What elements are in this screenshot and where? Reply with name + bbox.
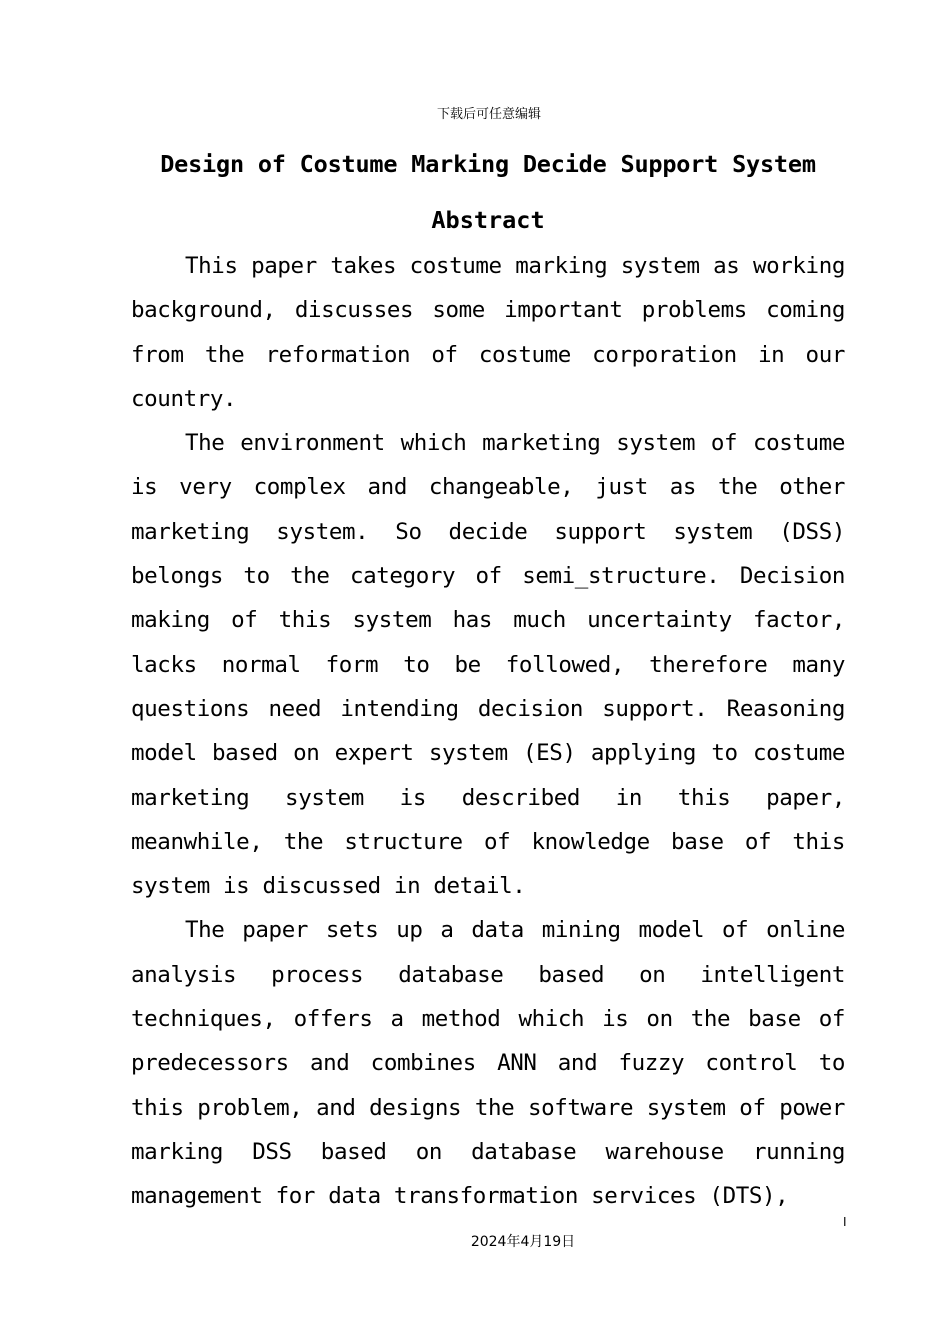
abstract-heading: Abstract [431, 206, 545, 234]
abstract-paragraph-1: This paper takes costume marking system as working background, discusses some important problems coming from the reformation of costume corporation in our country. [131, 253, 845, 412]
abstract-paragraph-2: The environment which marketing system of costume is very complex and changeable, just as the other marketing system. So decide support system (DSS) belongs to the category of semi_structure. Decision making of this system has much uncertainty factor, lacks normal form to be followed, therefore many questions need intending decision support. Reasoning model based on expert system (ES) applying to costume marketing system is described in this paper, meanwhile, the structure of knowledge base of this system is discussed in detail. [131, 430, 845, 900]
header-note: 下载后可任意编辑 [436, 107, 541, 122]
page-number: I [843, 1215, 847, 1229]
abstract-body [131, 244, 845, 1219]
abstract-paragraph-3: The paper sets up a data mining model of online analysis process database based on intelligent techniques, offers a method which is on the base of predecessors and combines ANN and fuzzy control to this problem, and designs the software system of power marking DSS based on database warehouse running management for data transformation services (DTS), [131, 917, 845, 1210]
footer-date: 2024年4月19日 [470, 1234, 576, 1250]
document-title: Design of Costume Marking Decide Support System [160, 150, 816, 178]
